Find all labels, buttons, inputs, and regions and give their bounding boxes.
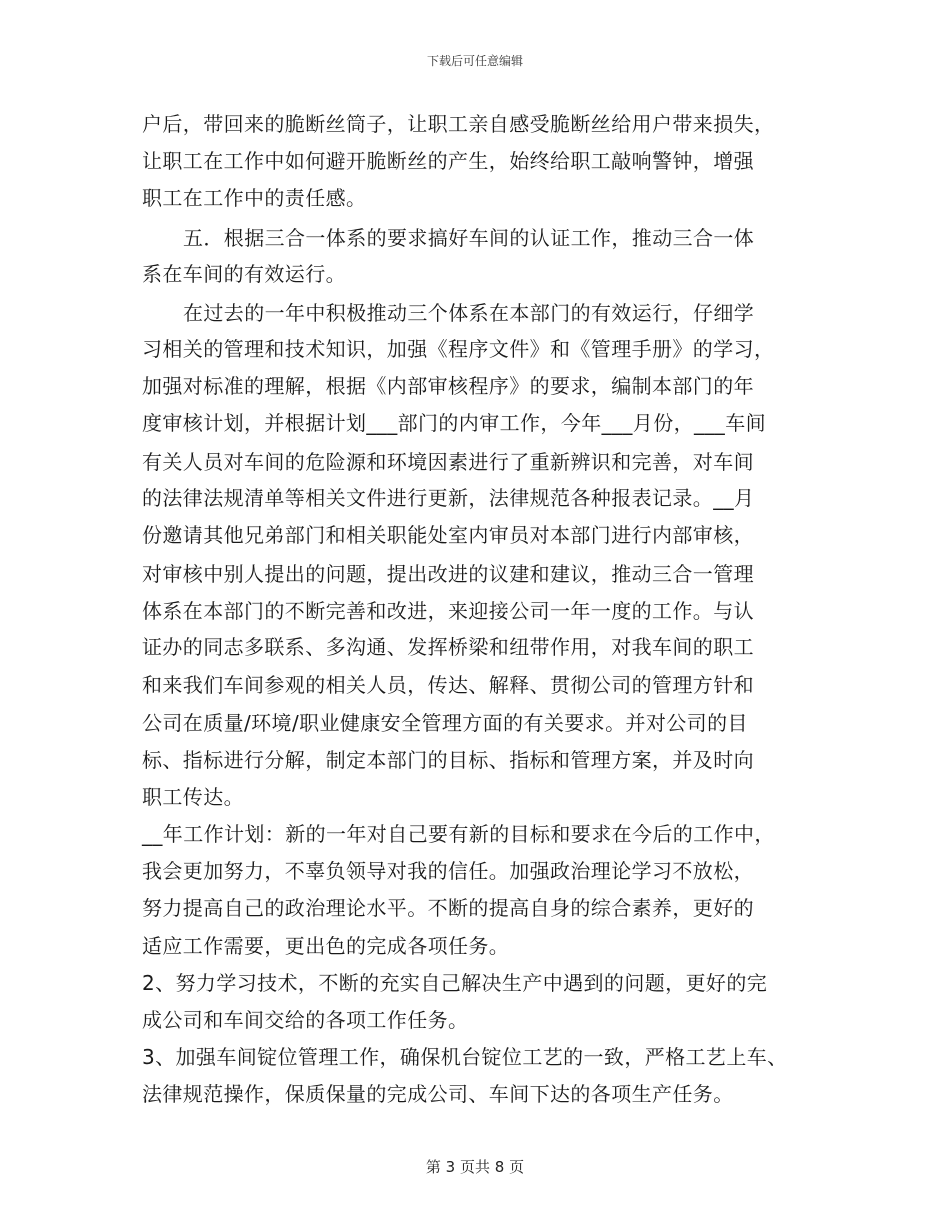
section-heading: 五．根据三合一体系的要求搞好车间的认证工作，推动三合一体	[183, 226, 755, 250]
body-line: 的法律法规清单等相关文件进行更新，法律规范各种报表记录。__月	[142, 486, 755, 510]
list-item: 法律规范操作，保质保量的完成公司、车间下达的各项生产任务。	[142, 1082, 734, 1106]
body-line: 公司在质量/环境/职业健康安全管理方面的有关要求。并对公司的目	[142, 711, 748, 735]
body-line: 加强对标准的理解，根据《内部审核程序》的要求，编制本部门的年	[142, 374, 754, 398]
list-item: 2、努力学习技术，不断的充实自己解决生产中遇到的问题，更好的完	[142, 971, 768, 995]
page-header: 下载后可任意编辑	[426, 54, 523, 68]
list-item: 3、加强车间锭位管理工作，确保机台锭位工艺的一致，严格工艺上车、	[142, 1045, 788, 1069]
body-line: 证办的同志多联系、多沟通、发挥桥梁和纽带作用，对我车间的职工	[142, 635, 754, 659]
body-line: 户后，带回来的脆断丝筒子，让职工亲自感受脆断丝给用户带来损失，	[142, 112, 775, 136]
body-line: 职工在工作中的责任感。	[142, 186, 367, 210]
body-line: 努力提高自己的政治理论水平。不断的提高自身的综合素养，更好的	[142, 896, 754, 920]
body-line: 习相关的管理和技术知识，加强《程序文件》和《管理手册》的学习，	[142, 337, 775, 361]
list-item: 成公司和车间交给的各项工作任务。	[142, 1008, 469, 1032]
page-number: 第 3 页共 8 页	[425, 1158, 525, 1176]
body-line: 职工传达。	[142, 785, 244, 809]
body-line: 体系在本部门的不断完善和改进，来迎接公司一年一度的工作。与认	[142, 599, 754, 623]
body-line: 标、指标进行分解，制定本部门的目标、指标和管理方案，并及时向	[142, 748, 754, 772]
body-line: 我会更加努力，不辜负领导对我的信任。加强政治理论学习不放松，	[142, 859, 754, 883]
body-line: 度审核计划，并根据计划___部门的内审工作，今年___月份，___车间	[142, 411, 766, 435]
section-heading: 系在车间的有效运行。	[142, 262, 346, 286]
body-line: 适应工作需要，更出色的完成各项任务。	[142, 934, 510, 958]
body-line: 有关人员对车间的危险源和环境因素进行了重新辨识和完善，对车间	[142, 450, 754, 474]
body-line: 让职工在工作中如何避开脆断丝的产生，始终给职工敲响警钟，增强	[142, 149, 754, 173]
body-line: 和来我们车间参观的相关人员，传达、解释、贯彻公司的管理方针和	[142, 673, 754, 697]
body-line: 在过去的一年中积极推动三个体系在本部门的有效运行，仔细学	[183, 301, 755, 325]
body-line: 对审核中别人提出的问题，提出改进的议建和建议，推动三合一管理	[142, 562, 754, 586]
body-line: __年工作计划：新的一年对自己要有新的目标和要求在今后的工作中，	[142, 822, 775, 846]
body-line: 份邀请其他兄弟部门和相关职能处室内审员对本部门进行内部审核，	[142, 523, 754, 547]
